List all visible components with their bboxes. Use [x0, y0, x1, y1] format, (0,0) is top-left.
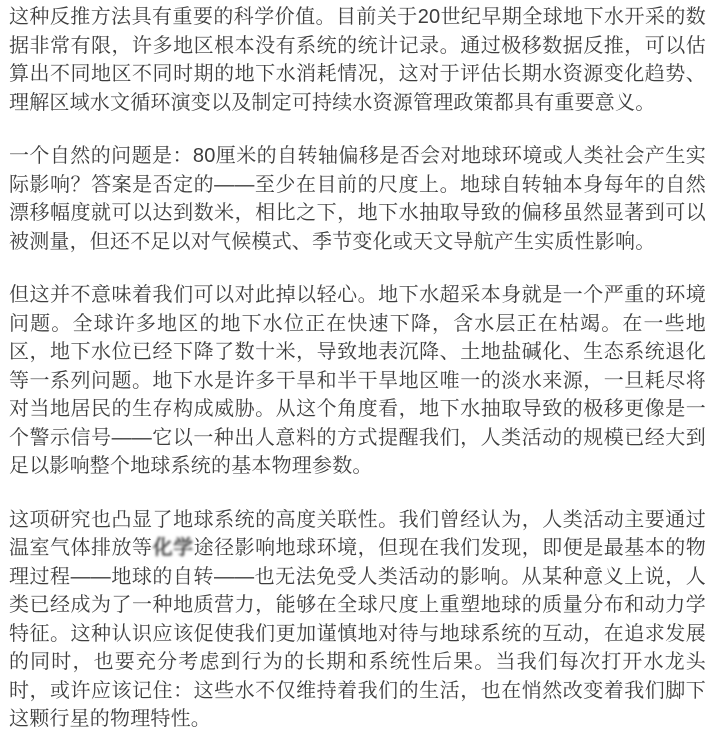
- paragraph-2: 一个自然的问题是：80厘米的自转轴偏移是否会对地球环境或人类社会产生实际影响？答案是否定的——至少在目前的尺度上。地球自转轴本身每年的自然漂移幅度就可以达到数米，相比之下，地下水抽取导致的偏移虽然显著到可以被测量，但还不足以对气候模式、季节变化或天文导航产生实质性影响。: [9, 145, 706, 253]
- paragraph-1: 这种反推方法具有重要的科学价值。目前关于20世纪早期全球地下水开采的数据非常有限，许多地区根本没有系统的统计记录。通过极移数据反推，可以估算出不同地区不同时期的地下水消耗情况，这对于评估长期水资源变化趋势、理解区域水文循环演变以及制定可持续水资源管理政策都具有重要意义。: [9, 6, 706, 114]
- paragraph-4: [9, 506, 706, 734]
- paragraph-3: 但这并不意味着我们可以对此掉以轻心。地下水超采本身就是一个严重的环境问题。全球许多地区的地下水位正在快速下降，含水层正在枯竭。在一些地区，地下水位已经下降了数十米，导致地表沉降、土地盐碱化、生态系统退化等一系列问题。地下水是许多干旱和半干旱地区唯一的淡水来源，一旦耗尽将对当地居民的生存构成威胁。从这个角度看，地下水抽取导致的极移更像是一个警示信号——它以一种出人意料的方式提醒我们，人类活动的规模已经大到足以影响整个地球系统的基本物理参数。: [9, 284, 706, 477]
- paragraph-4-text-after: 途径影响地球环境，但现在我们发现，即便是最基本的物理过程——地球的自转——也无法免受人类活动的影响。从某种意义上说，人类已经成为了一种地质营力，能够在全球尺度上重塑地球的质量分布和动力学特征。这种认识应该促使我们更加谨慎地对待与地球系统的互动，在追求发展的同时，也要充分考虑到行为的长期和系统性后果。当我们每次打开水龙头时，或许应该记住：这些水不仅维持着我们的生活，也在悄然改变着我们脚下这颗行星的物理特性。: [9, 537, 707, 730]
- paragraph-4-text-before: 这项研究也凸显了地球系统的高度关联性。我们曾经认为，人类活动主要通过温室气体排放等: [9, 508, 706, 559]
- blurred-text: 化学: [152, 537, 194, 559]
